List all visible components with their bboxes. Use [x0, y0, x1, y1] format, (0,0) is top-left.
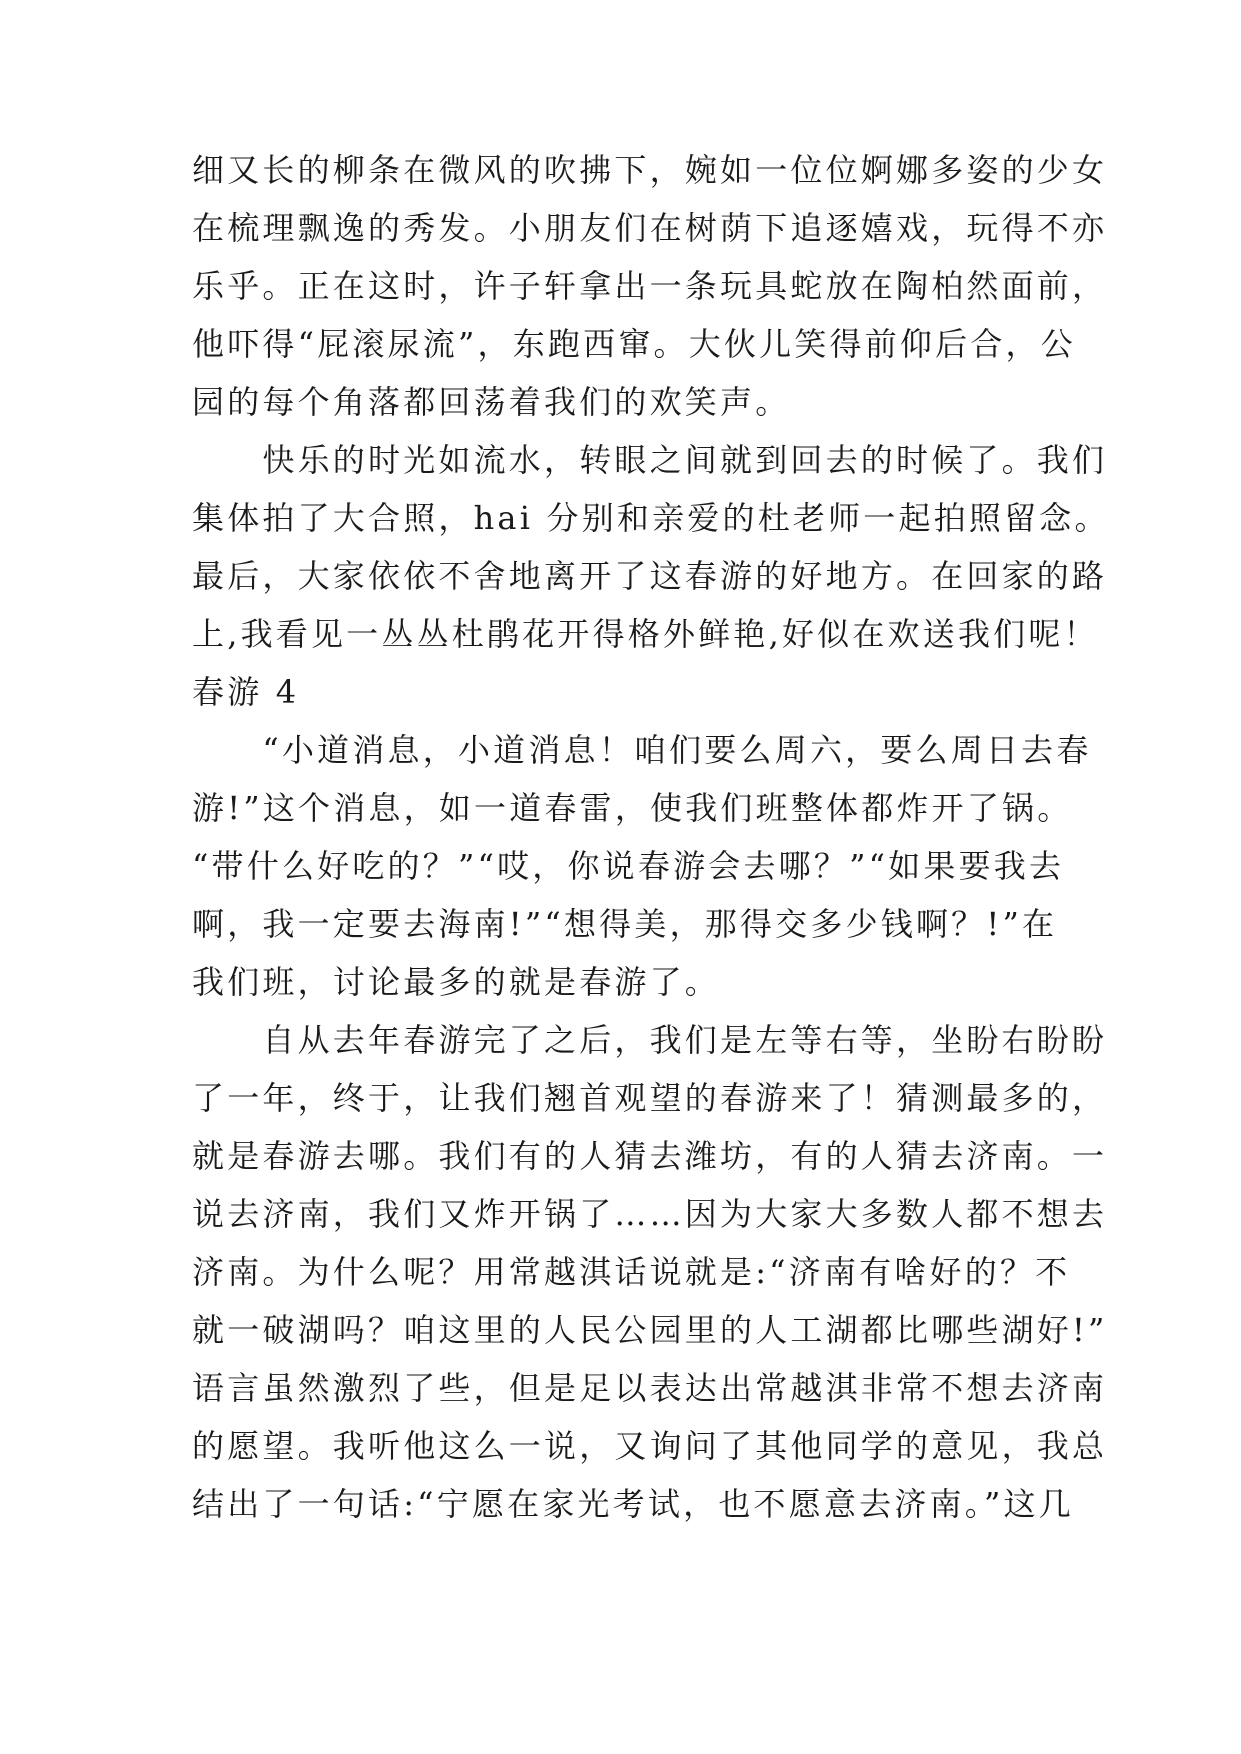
- text-line: 自从去年春游完了之后，我们是左等右等，坐盼右盼盼: [192, 1021, 1108, 1059]
- text-line: “小道消息，小道消息！咱们要么周六，要么周日去春: [192, 731, 1092, 769]
- text-line: 就一破湖吗？咱这里的人民公园里的人工湖都比哪些湖好!”: [192, 1311, 1108, 1349]
- text-line: 快乐的时光如流水，转眼之间就到回去的时候了。我们: [192, 441, 1108, 479]
- text-line: 结出了一句话:“宁愿在家光考试，也不愿意去济南。”这几: [192, 1485, 1074, 1523]
- text-line: 细又长的柳条在微风的吹拂下，婉如一位位婀娜多姿的少女: [192, 151, 1108, 189]
- text-line: 济南。为什么呢？用常越淇话说就是:“济南有啥好的？不: [192, 1253, 1071, 1291]
- text-line: 说去济南，我们又炸开锅了……因为大家大多数人都不想去: [192, 1195, 1108, 1233]
- section-heading: 春游 4: [192, 673, 300, 711]
- text-line: 啊，我一定要去海南!”“想得美，那得交多少钱啊？!”在: [192, 905, 1058, 943]
- text-line: 他吓得“屁滚尿流”，东跑西窜。大伙儿笑得前仰后合，公: [192, 325, 1076, 363]
- text-line: 集体拍了大合照，hai 分别和亲爱的杜老师一起拍照留念。: [192, 499, 1110, 537]
- text-line: 游!”这个消息，如一道春雷，使我们班整体都炸开了锅。: [192, 789, 1073, 827]
- text-line: 在梳理飘逸的秀发。小朋友们在树荫下追逐嬉戏，玩得不亦: [192, 209, 1108, 247]
- text-line: 我们班，讨论最多的就是春游了。: [192, 963, 721, 1001]
- text-line: 语言虽然激烈了些，但是足以表达出常越淇非常不想去济南: [192, 1369, 1108, 1407]
- text-line: 乐乎。正在这时，许子轩拿出一条玩具蛇放在陶柏然面前，: [192, 267, 1108, 305]
- text-line: “带什么好吃的？”“哎，你说春游会去哪？”“如果要我去: [192, 847, 1065, 885]
- text-line: 就是春游去哪。我们有的人猜去潍坊，有的人猜去济南。一: [192, 1137, 1108, 1175]
- text-line: 了一年，终于，让我们翘首观望的春游来了！猜测最多的，: [192, 1079, 1108, 1117]
- text-line: 园的每个角落都回荡着我们的欢笑声。: [192, 383, 791, 421]
- text-line: 上,我看见一丛丛杜鹃花开得格外鲜艳,好似在欢送我们呢！: [192, 615, 1099, 653]
- text-line: 最后，大家依依不舍地离开了这春游的好地方。在回家的路: [192, 557, 1108, 595]
- text-line: 的愿望。我听他这么一说，又询问了其他同学的意见，我总: [192, 1427, 1108, 1465]
